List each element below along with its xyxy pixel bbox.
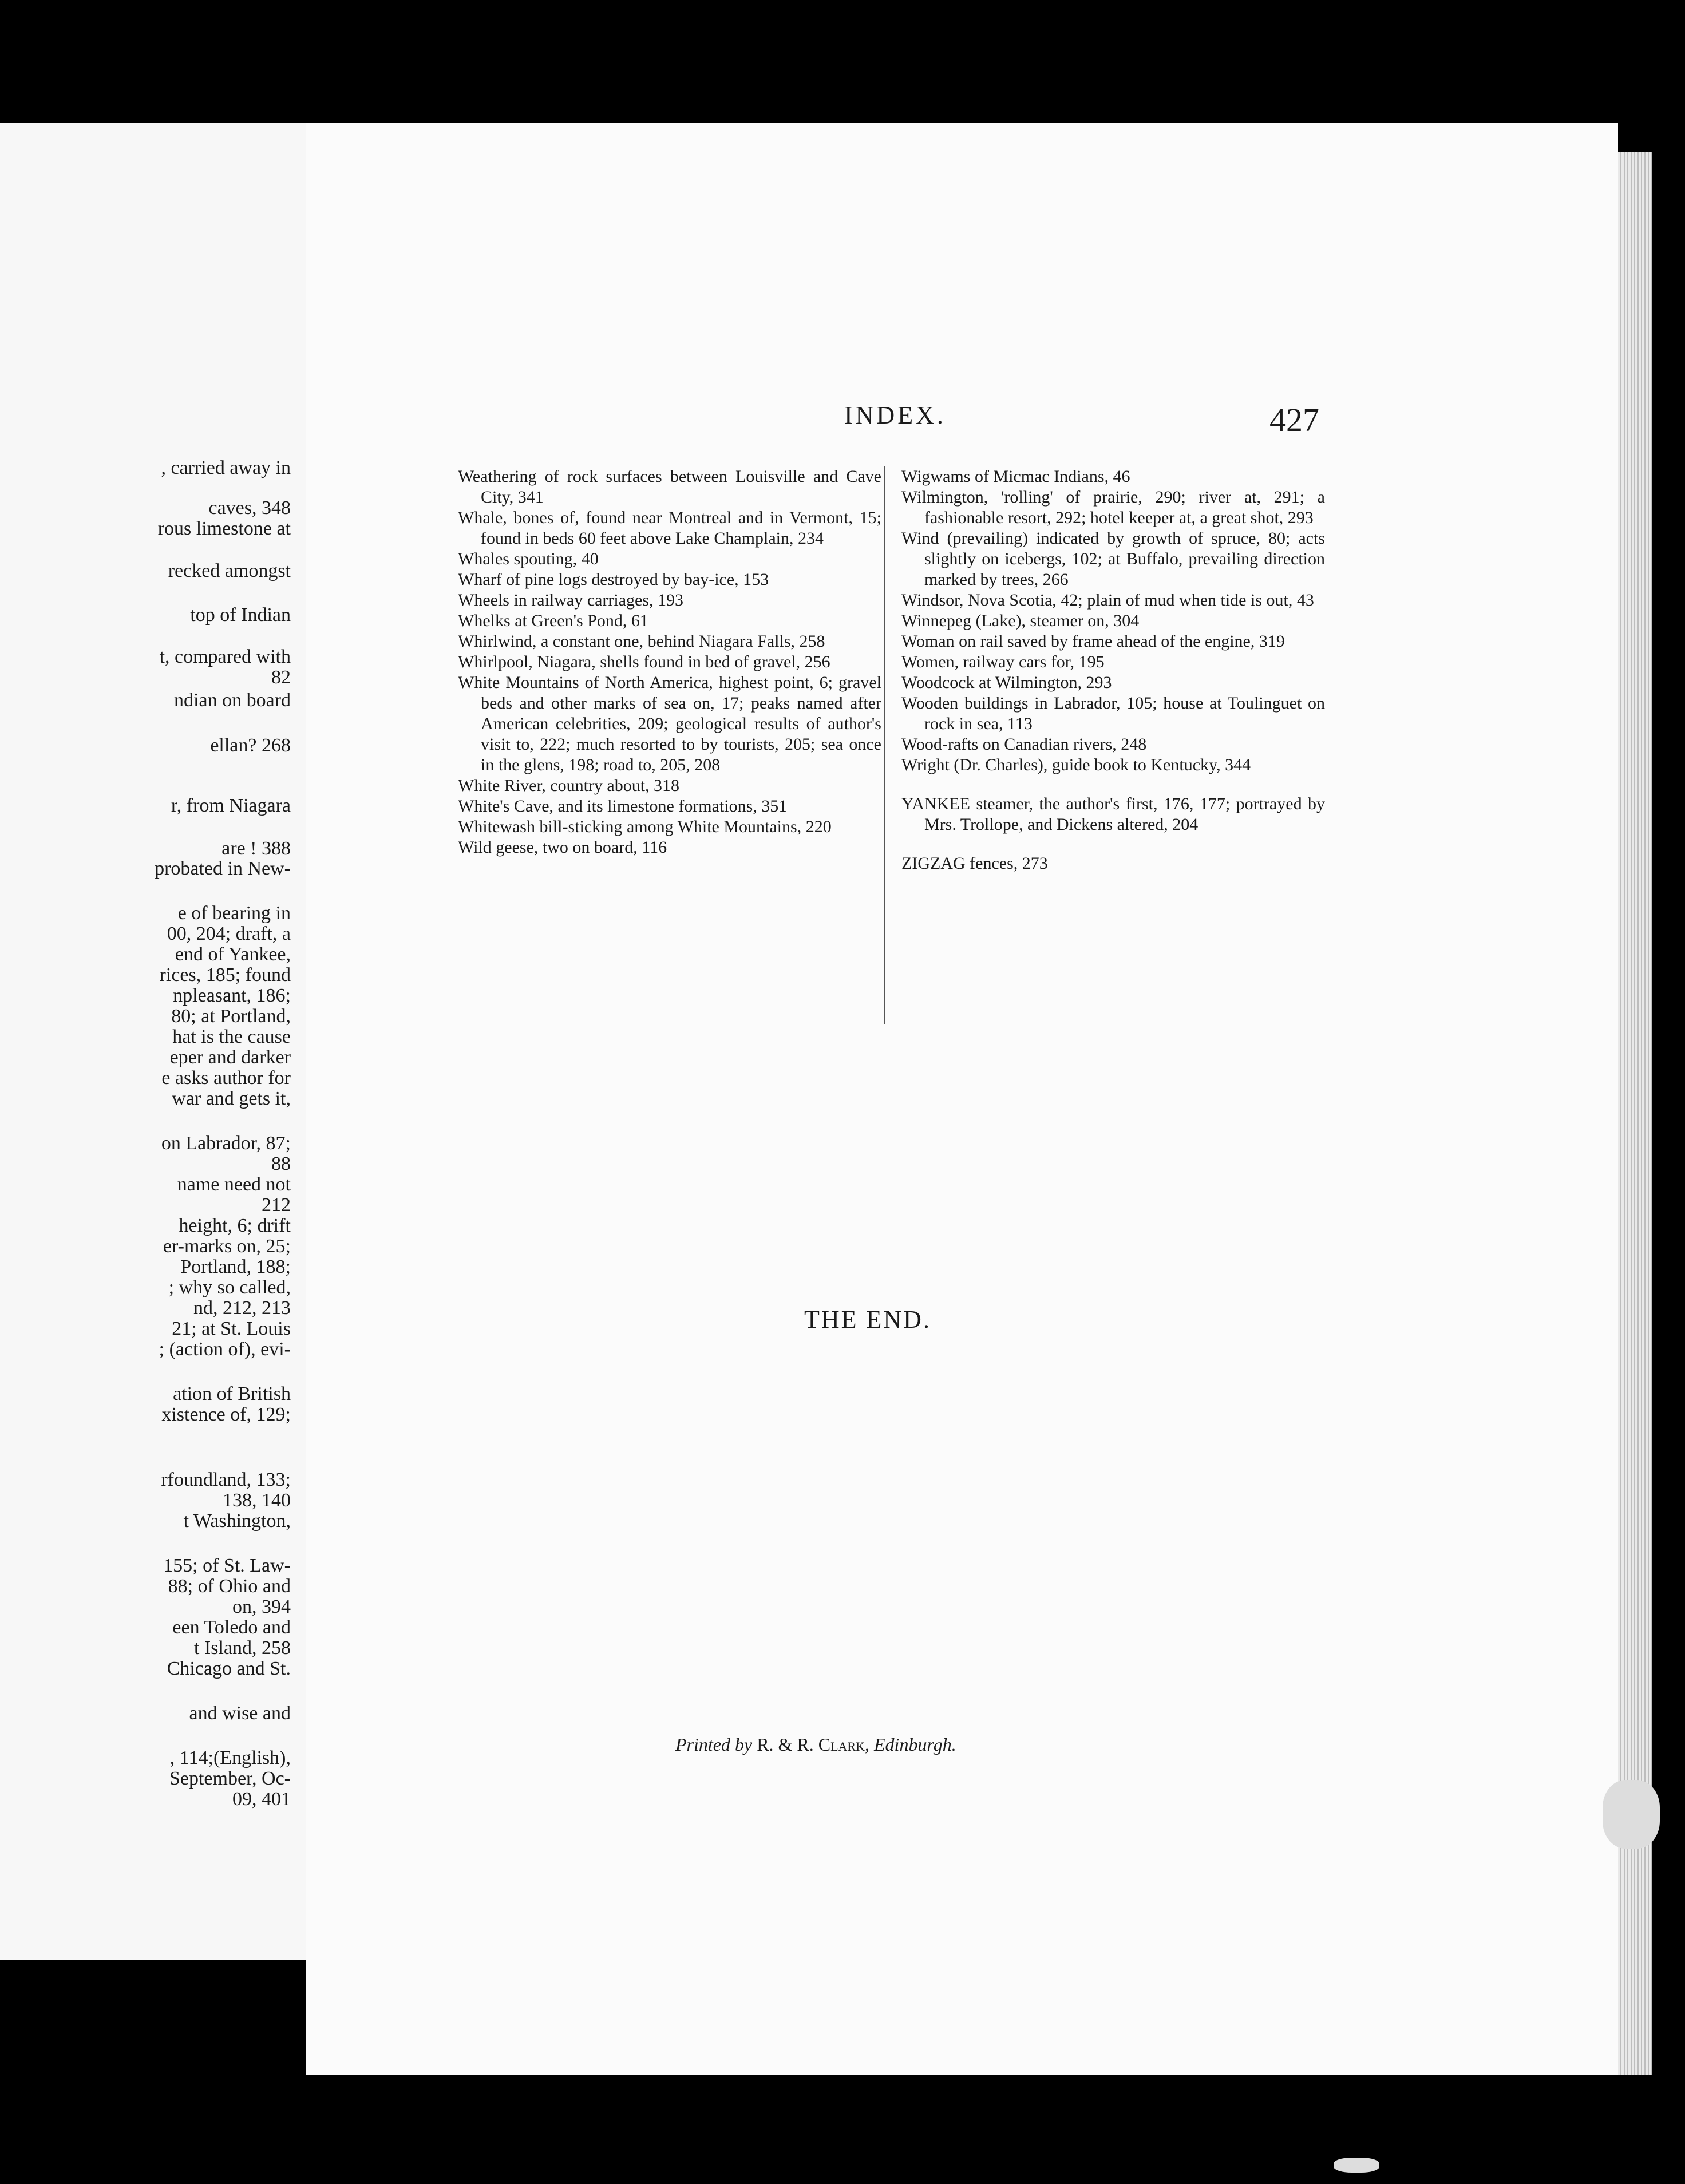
facing-page-line: name need not [177,1174,291,1195]
index-entry: Wooden buildings in Labrador, 105; house at Toulinguet on rock in sea, 113 [901,694,1325,733]
index-entry-y: YANKEE steamer, the author's first, 176, 177; portrayed by Mrs. Trollope, and Dickens altered, 204 [901,794,1325,834]
facing-page-line: war and gets it, [172,1088,291,1109]
facing-page-line: e asks author for [161,1067,291,1089]
facing-page-line: npleasant, 186; [173,985,291,1006]
column-rule [884,466,885,1024]
facing-page-line: nd, 212, 213 [193,1297,291,1319]
facing-page-line: ; why so called, [168,1277,291,1298]
facing-page-line: caves, 348 [208,497,291,519]
facing-page-line: eper and darker [169,1047,291,1068]
facing-page-line: rfoundland, 133; [161,1469,291,1490]
index-entry: Wood-rafts on Canadian rivers, 248 [901,735,1147,754]
index-entry: Windsor, Nova Scotia, 42; plain of mud when tide is out, 43 [901,591,1314,610]
facing-page-line: September, Oc- [169,1768,291,1789]
index-page [306,123,1618,2075]
facing-page-line: r, from Niagara [171,795,291,816]
index-entry: Wheels in railway carriages, 193 [458,591,683,610]
facing-page-line: hat is the cause [172,1026,291,1047]
facing-page [0,123,314,1960]
facing-page-line: 155; of St. Law- [163,1555,291,1576]
index-entry-z: ZIGZAG fences, 273 [901,854,1048,873]
index-entry: Weathering of rock surfaces between Louisville and Cave City, 341 [458,467,881,507]
facing-page-line: 212 [262,1194,291,1216]
facing-page-line: 82 [271,667,291,688]
index-entry: Winnepeg (Lake), steamer on, 304 [901,611,1140,630]
facing-page-line: and wise and [189,1703,291,1724]
scan-speck [1603,1780,1660,1849]
facing-page-line: 88; of Ohio and [168,1576,291,1597]
facing-page-line: 88 [271,1153,291,1174]
running-head: INDEX. [844,401,946,429]
page-number: 427 [1269,401,1319,438]
facing-page-line: e of bearing in [177,903,291,924]
index-entry: Wright (Dr. Charles), guide book to Kentucky, 344 [901,755,1251,774]
facing-page-line: height, 6; drift [179,1215,291,1236]
facing-page-line: on, 394 [232,1596,291,1617]
index-entry: Wild geese, two on board, 116 [458,838,667,857]
index-entry: Whelks at Green's Pond, 61 [458,611,648,630]
facing-page-line: t Washington, [183,1510,291,1532]
facing-page-line: er-marks on, 25; [163,1236,291,1257]
index-entry: Woman on rail saved by frame ahead of the engine, 319 [901,632,1285,651]
facing-page-line: 21; at St. Louis [172,1318,291,1339]
facing-page-line: Portland, 188; [180,1256,291,1277]
index-entry: White Mountains of North America, highest point, 6; gravel beds and other marks of sea on, 17; peaks named after American celebrities, 209; geological results of author's visit to, 222; much resorted to by tourists, 205; sea once in the glens, 198; road to, 205, 208 [458,673,881,774]
facing-page-line: t Island, 258 [193,1637,291,1659]
facing-page-line: end of Yankee, [175,944,291,965]
facing-page-line: ation of British [173,1383,291,1404]
index-entry: Wigwams of Micmac Indians, 46 [901,467,1130,486]
index-entry: Women, railway cars for, 195 [901,652,1105,671]
facing-page-line: ellan? 268 [210,735,291,756]
printer-city: Edinburgh. [874,1734,956,1755]
printer-prefix: Printed by [675,1734,753,1755]
facing-page-line: ; (action of), evi- [159,1339,291,1360]
facing-page-line: 09, 401 [232,1789,291,1810]
facing-page-line: probated in New- [155,858,291,879]
facing-page-line: rous limestone at [157,518,291,539]
index-entry: White's Cave, and its limestone formations, 351 [458,797,788,816]
printer-imprint [675,1734,956,1755]
facing-page-line: on Labrador, 87; [161,1133,291,1154]
facing-page-line: ndian on board [174,690,291,711]
index-entry: Whitewash bill-sticking among White Mountains, 220 [458,817,832,836]
index-entry: Whirlwind, a constant one, behind Niagara Falls, 258 [458,632,825,651]
index-column-two [901,466,1325,874]
facing-page-line: , carried away in [161,457,291,478]
facing-page-line: t, compared with [159,646,291,667]
index-entry: White River, country about, 318 [458,776,680,795]
facing-page-line: rices, 185; found [159,964,291,986]
facing-page-line: 138, 140 [223,1490,291,1511]
printer-firm: R. & R. Clark, [757,1734,869,1755]
facing-page-line: top of Indian [190,604,291,626]
facing-page-line: are ! 388 [221,838,291,859]
index-entry: Wharf of pine logs destroyed by bay-ice, 153 [458,570,769,589]
index-column-one [458,466,881,858]
facing-page-line: Chicago and St. [167,1658,291,1679]
scan-speck [1334,2158,1379,2173]
index-entry: Whirlpool, Niagara, shells found in bed of gravel, 256 [458,652,830,671]
facing-page-line: xistence of, 129; [161,1404,291,1425]
facing-page-line: , 114;(English), [169,1747,291,1768]
index-entry: Wilmington, 'rolling' of prairie, 290; river at, 291; a fashionable resort, 292; hotel keeper at, a great shot, 293 [901,488,1325,527]
index-entry: Whales spouting, 40 [458,549,599,568]
facing-page-line: 80; at Portland, [171,1006,291,1027]
facing-page-line: 00, 204; draft, a [167,923,291,944]
facing-page-line: recked amongst [168,560,291,581]
facing-page-line: een Toledo and [172,1617,291,1638]
index-entry: Whale, bones of, found near Montreal and in Vermont, 15; found in beds 60 feet above Lake Champlain, 234 [458,508,881,548]
index-entry: Woodcock at Wilmington, 293 [901,673,1112,692]
index-entry: Wind (prevailing) indicated by growth of spruce, 80; acts slightly on icebergs, 102; at Buffalo, prevailing direction marked by trees, 266 [901,529,1325,589]
the-end-heading: THE END. [804,1305,931,1334]
